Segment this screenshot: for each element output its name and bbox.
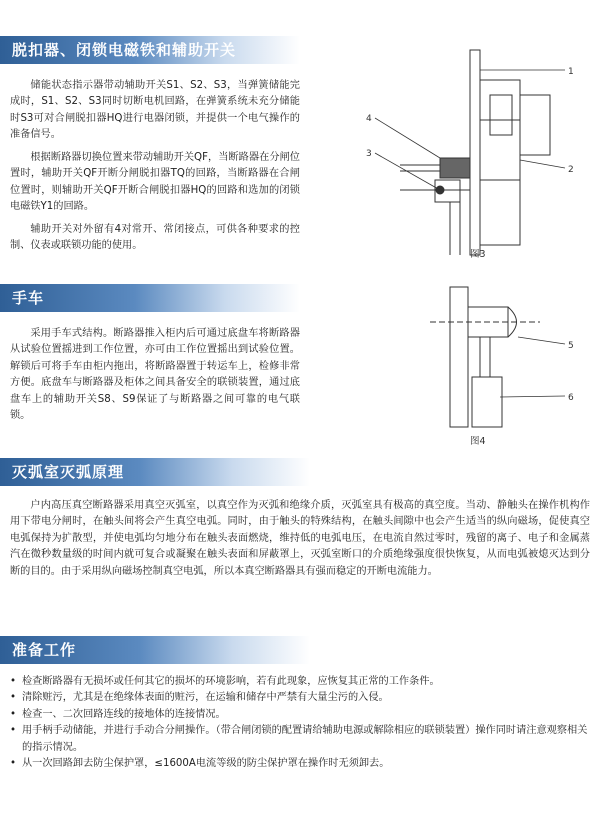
- paragraph: 辅助开关对外留有4对常开、常闭接点，可供各种要求的控制、仪表或联锁功能的使用。: [10, 224, 300, 252]
- preparation-list: [10, 674, 590, 772]
- paragraph: 户内高压真空断路器采用真空灭弧室，以真空作为灭弧和绝缘介质，灭弧室具有极高的真空度。当动、静触头在操作机构作用下带电分闸时，在触头间将会产生真空电弧。同时，由于触头的特殊结构，在触头间隙中也会产生适当的纵向磁场，促使真空电弧保持为扩散型，并使电弧均匀地分布在触头表面燃烧，维持低的电弧电压，在电流自然过零时，残留的离子、电子和金属蒸汽在微秒数量级的时间内就可复合或凝聚在触头表面和屏蔽罩上，灭弧室断口的介质绝缘强度很快恢复，从而电弧被熄灭达到分断的目的。由于采用纵向磁场控制真空电弧，所以本真空断路器具有强而稳定的开断电流能力。: [10, 500, 590, 577]
- mechanism-side: [520, 95, 550, 155]
- panel-plate: [470, 50, 480, 255]
- paragraph: 采用手车式结构。断路器推入柜内后可通过底盘车将断路器从试验位置摇进到工作位置，亦可由工作位置摇出到试验位置。解锁后可将手车由柜内拖出，将断路器置于转运车上，检修非常方便。底盘车与断路器及柜体之间具备安全的联锁装置，通过底盘车上的辅助开关S8、S9保证了与断路器之间可靠的电气联锁。: [10, 328, 300, 422]
- section-title: 脱扣器、闭锁电磁铁和辅助开关: [12, 41, 237, 59]
- paragraph: 根据断路器切换位置来带动辅助开关QF，当断路器在分闸位置时，辅助开关QF开断分闸脱扣器TQ的回路，当断路器在合闸位置时，则辅助开关QF开断合闸脱扣器HQ的回路和选加的闭锁电磁铁Y1的回路。: [10, 152, 300, 213]
- list-item: • 检查断路器有无损坏或任何其它的损坏的环境影响，若有此现象，应恢复其正常的工作条件。: [10, 674, 590, 690]
- section-title: 准备工作: [12, 641, 77, 659]
- figure-caption: 图3: [470, 249, 486, 260]
- figure-label: 2: [568, 165, 574, 175]
- switch-block: [440, 158, 470, 178]
- paragraph: 储能状态指示器带动辅助开关S1、S2、S3，当弹簧储能完成时，S1、S2、S3同时切断电机回路，在弹簧系统未充分储能时S3可对合闸脱扣器HQ进行电器闭锁，并提供一个电气操作的准备信号。: [10, 80, 300, 141]
- section-header-preparation: [0, 636, 310, 664]
- figure-4-diagram: [340, 282, 600, 442]
- bullet-icon: •: [10, 692, 17, 704]
- figure-caption: 图4: [470, 436, 486, 447]
- list-item: • 检查一、二次回路连线的接地体的连接情况。: [10, 707, 590, 723]
- mechanism-body: [480, 80, 520, 245]
- handle-grip: [472, 377, 502, 427]
- bullet-icon: •: [10, 676, 17, 687]
- figure-label: 4: [366, 114, 372, 124]
- bullet-icon: •: [10, 758, 17, 770]
- section-header-arc-principle: [0, 458, 310, 486]
- bullet-icon: •: [10, 708, 17, 720]
- figure-label: 5: [568, 341, 574, 351]
- list-item: • 从一次回路卸去防尘保护罩，≤1600A电流等级的防尘保护罩在操作时无须卸去。: [10, 756, 590, 772]
- figure-3-diagram: [340, 40, 600, 265]
- section-title: 灭弧室灭弧原理: [12, 463, 125, 481]
- list-item: • 用手柄手动储能，并进行手动合分闸操作。（带合闸闭锁的配置请给辅助电源或解除相应的联锁装置）操作同时请注意观察相关的指示情况。: [10, 725, 588, 753]
- cabinet-wall: [450, 287, 468, 427]
- section-header-handcart: [0, 284, 300, 312]
- figure-label: 1: [568, 67, 574, 77]
- bullet-icon: •: [10, 725, 17, 737]
- mechanism-part: [490, 95, 512, 135]
- section-header-release: [0, 36, 300, 64]
- section-title: 手车: [12, 289, 45, 307]
- list-item: • 清除赃污，尤其是在绝缘体表面的赃污，在运输和储存中严禁有大量尘污的入侵。: [10, 690, 590, 706]
- figure-label: 3: [366, 149, 372, 159]
- figure-label: 6: [568, 393, 574, 403]
